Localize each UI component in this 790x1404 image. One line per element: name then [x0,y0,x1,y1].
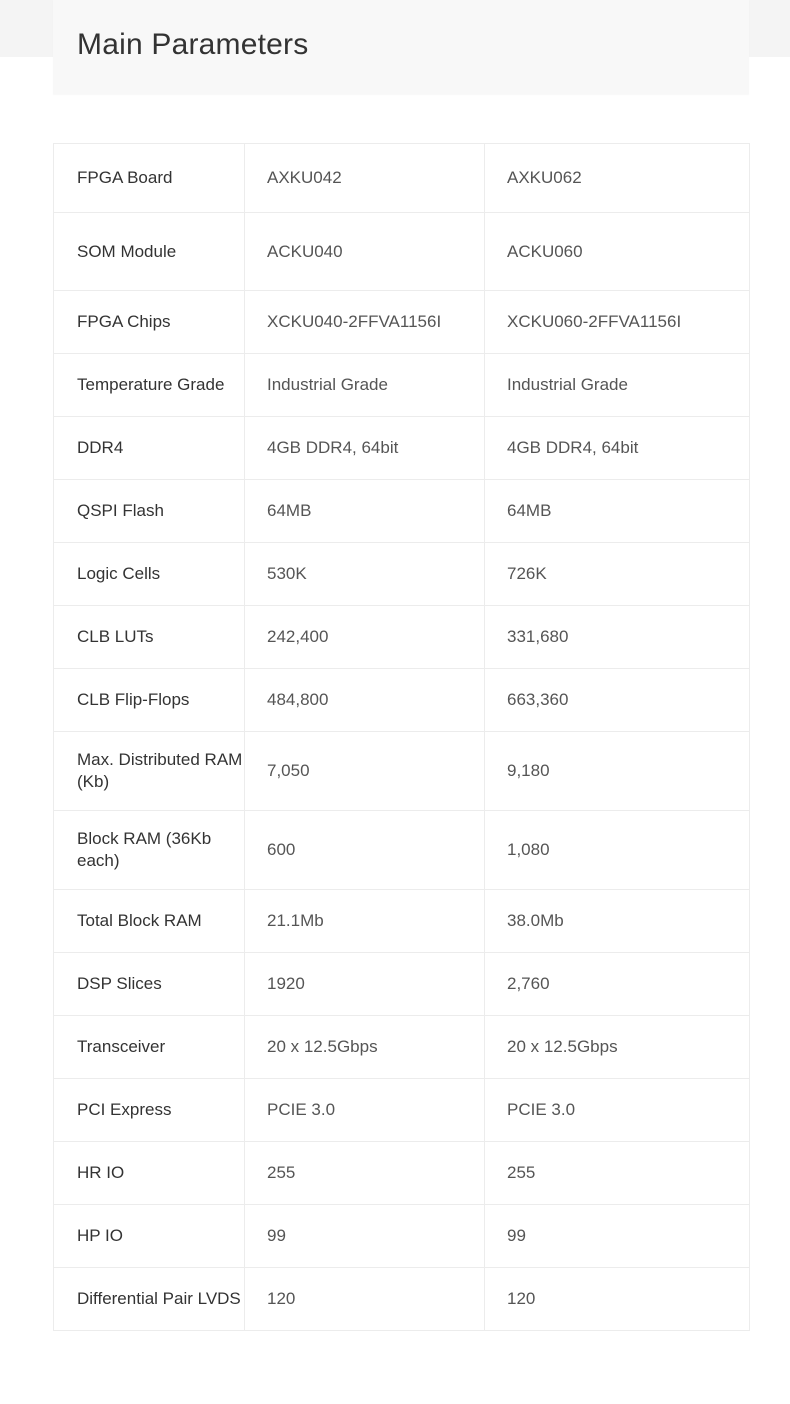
param-value-axku042: Industrial Grade [245,354,485,417]
param-label: Transceiver [54,1016,245,1079]
param-label: DSP Slices [54,953,245,1016]
param-label: SOM Module [54,213,245,291]
table-row [54,669,750,732]
param-value-axku062: 331,680 [485,606,750,669]
param-label: CLB LUTs [54,606,245,669]
param-value-axku042: 484,800 [245,669,485,732]
param-value-axku062: 20 x 12.5Gbps [485,1016,750,1079]
table-row [54,1079,750,1142]
section-header [53,0,749,94]
param-value-axku042: AXKU042 [245,144,485,213]
param-value-axku062: 726K [485,543,750,606]
table-row [54,606,750,669]
table-row [54,1142,750,1205]
table-row [54,354,750,417]
param-label: Block RAM (36Kb each) [54,811,245,890]
param-label: HP IO [54,1205,245,1268]
table-row [54,480,750,543]
table-row [54,732,750,811]
param-value-axku042: 530K [245,543,485,606]
table-row [54,144,750,213]
param-value-axku042: 20 x 12.5Gbps [245,1016,485,1079]
table-row [54,953,750,1016]
table-row [54,213,750,291]
param-label: QSPI Flash [54,480,245,543]
param-value-axku042: 1920 [245,953,485,1016]
param-value-axku062: 1,080 [485,811,750,890]
param-value-axku042: 120 [245,1268,485,1331]
param-value-axku062: 120 [485,1268,750,1331]
param-value-axku062: AXKU062 [485,144,750,213]
param-value-axku062: 38.0Mb [485,890,750,953]
table-row [54,890,750,953]
param-label: Total Block RAM [54,890,245,953]
table-row [54,417,750,480]
param-label: Logic Cells [54,543,245,606]
table-row [54,1268,750,1331]
param-label: FPGA Chips [54,291,245,354]
param-value-axku042: ACKU040 [245,213,485,291]
param-value-axku062: 64MB [485,480,750,543]
param-value-axku042: 64MB [245,480,485,543]
param-label: CLB Flip-Flops [54,669,245,732]
param-value-axku042: 4GB DDR4, 64bit [245,417,485,480]
param-label: Max. Distributed RAM (Kb) [54,732,245,811]
param-value-axku062: 663,360 [485,669,750,732]
table-row [54,543,750,606]
param-value-axku062: 99 [485,1205,750,1268]
param-value-axku062: 2,760 [485,953,750,1016]
param-label: HR IO [54,1142,245,1205]
param-label: Differential Pair LVDS [54,1268,245,1331]
section-title: Main Parameters [77,28,309,61]
param-label: PCI Express [54,1079,245,1142]
param-value-axku042: PCIE 3.0 [245,1079,485,1142]
param-value-axku042: 255 [245,1142,485,1205]
param-value-axku062: XCKU060-2FFVA1156I [485,291,750,354]
table-row [54,291,750,354]
param-value-axku042: 600 [245,811,485,890]
param-value-axku042: 21.1Mb [245,890,485,953]
param-value-axku042: 242,400 [245,606,485,669]
param-value-axku062: 4GB DDR4, 64bit [485,417,750,480]
param-value-axku062: ACKU060 [485,213,750,291]
parameters-table [53,143,750,1331]
table-row [54,811,750,890]
param-label: DDR4 [54,417,245,480]
param-value-axku062: Industrial Grade [485,354,750,417]
table-row [54,1205,750,1268]
param-value-axku042: XCKU040-2FFVA1156I [245,291,485,354]
param-value-axku042: 7,050 [245,732,485,811]
param-value-axku062: 255 [485,1142,750,1205]
param-value-axku042: 99 [245,1205,485,1268]
param-label: Temperature Grade [54,354,245,417]
param-value-axku062: PCIE 3.0 [485,1079,750,1142]
table-row [54,1016,750,1079]
param-value-axku062: 9,180 [485,732,750,811]
param-label: FPGA Board [54,144,245,213]
